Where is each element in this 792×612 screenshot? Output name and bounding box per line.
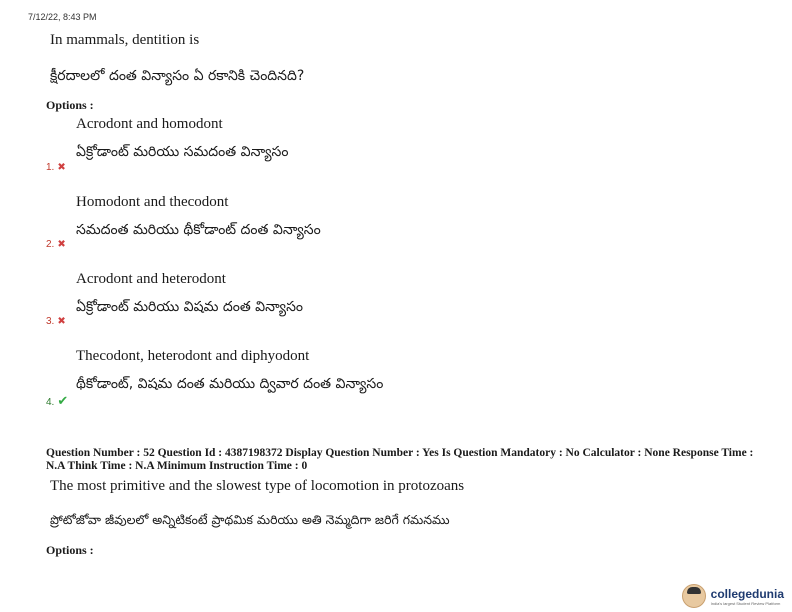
mascot-icon bbox=[682, 584, 706, 608]
question-52-metadata: Question Number : 52 Question Id : 4387198372 Display Question Number : Yes Is Question Mandatory : No Calculator : None Response Time : N.A Think Time : N.A Minimum Instruction Time : 0 bbox=[46, 447, 754, 472]
option-4-english: Thecodont, heterodont and diphyodont bbox=[76, 348, 310, 364]
option-1-num-text: 1. bbox=[46, 162, 55, 173]
question-52-english: The most primitive and the slowest type of locomotion in protozoans bbox=[50, 478, 465, 494]
question-51-english: In mammals, dentition is bbox=[50, 32, 200, 48]
cross-icon: ✖ bbox=[57, 316, 66, 327]
option-2-num-text: 2. bbox=[46, 239, 55, 250]
cross-icon: ✖ bbox=[57, 239, 66, 250]
option-1-telugu: ఏక్రోడాంట్ మరియు సమదంత విన్యాసం bbox=[76, 144, 289, 160]
option-1-number bbox=[46, 162, 66, 173]
option-3-number bbox=[46, 316, 66, 327]
option-2-telugu: సమదంత మరియు థీకోడాంట్ దంత విన్యాసం bbox=[76, 222, 321, 238]
option-3-english: Acrodont and heterodont bbox=[76, 271, 226, 287]
logo-name: collegedunia bbox=[710, 586, 784, 601]
options-label: Options : bbox=[46, 543, 94, 557]
question-51-telugu: క్షీరదాలలో దంత విన్యాసం ఏ రకానికి చెందినది? bbox=[50, 68, 305, 84]
question-52-telugu: ప్రోటోజోవా జీవులలో అన్నిటికంటే ప్రాథమిక మరియు అతి నెమ్మదిగా జరిగే గమనము bbox=[50, 512, 450, 527]
option-4-telugu: థీకోడాంట్, విషమ దంత మరియు ద్వివార దంత విన్యాసం bbox=[76, 376, 384, 392]
print-timestamp: 7/12/22, 8:43 PM bbox=[28, 12, 97, 22]
option-4-number bbox=[46, 393, 68, 409]
option-3-telugu: ఏక్రోడాంట్ మరియు విషమ దంత విన్యాసం bbox=[76, 299, 304, 315]
option-1-english: Acrodont and homodont bbox=[76, 116, 223, 132]
cross-icon: ✖ bbox=[57, 162, 66, 173]
collegedunia-logo bbox=[682, 584, 784, 608]
option-2-english: Homodont and thecodont bbox=[76, 194, 229, 210]
logo-text bbox=[711, 587, 784, 606]
checkmark-icon: ✔ bbox=[57, 393, 69, 408]
option-4-num-text: 4. bbox=[46, 397, 55, 408]
options-label: Options : bbox=[46, 98, 94, 112]
option-2-number bbox=[46, 239, 66, 250]
option-3-num-text: 3. bbox=[46, 316, 55, 327]
logo-tagline: India's largest Student Review Platform bbox=[710, 600, 781, 606]
